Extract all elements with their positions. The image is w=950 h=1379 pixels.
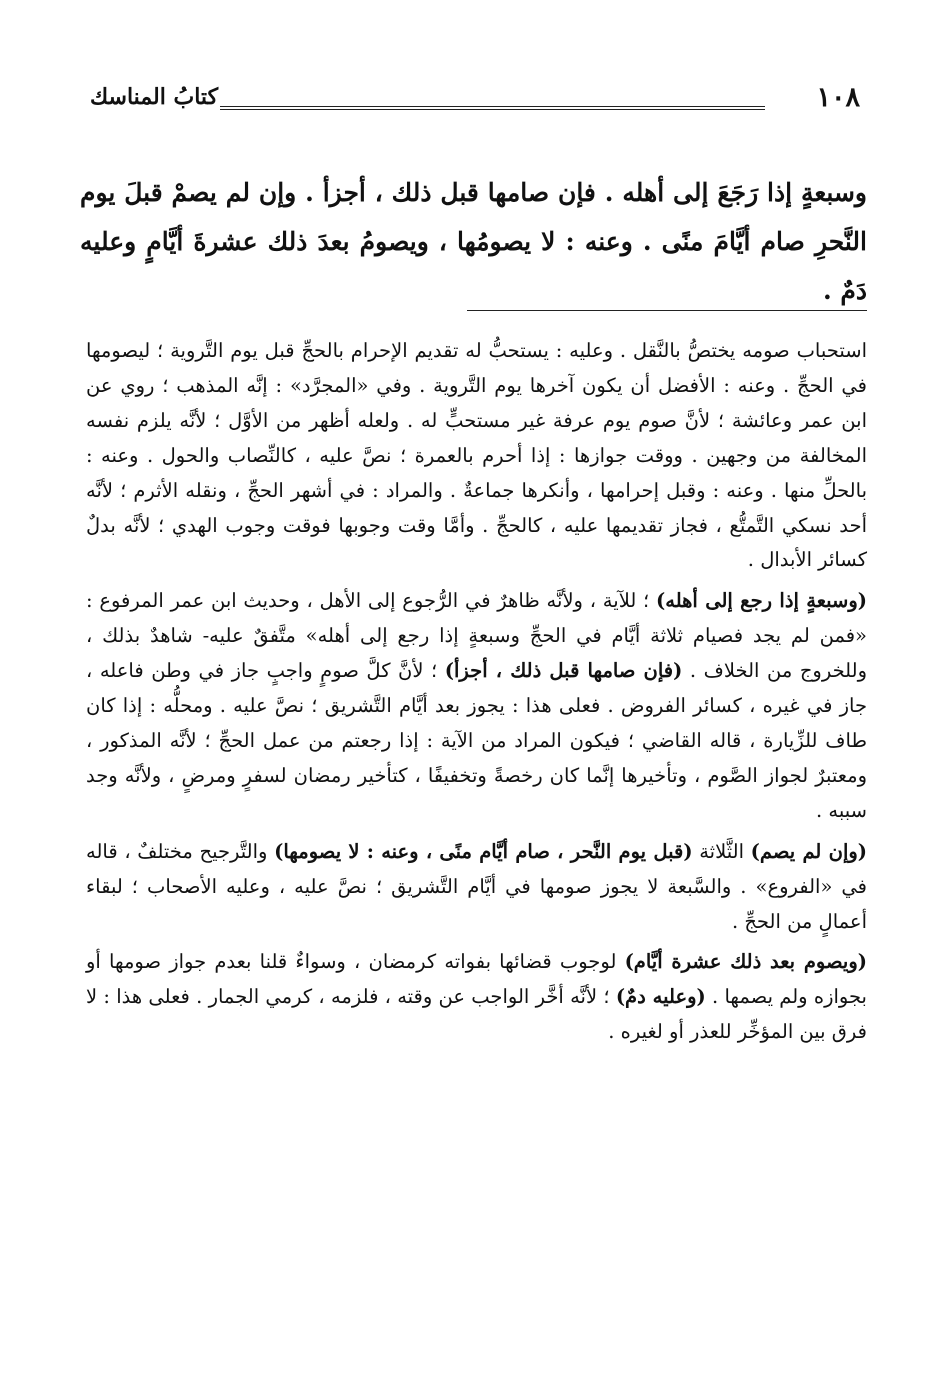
paragraph-2 bbox=[86, 584, 867, 828]
paragraph-text: ؛ للآية ، ولأنَّه ظاهرٌ في الرُّجوع إلى الأهل ، وحديث ابن عمر المرفوع : «فمن لم يجد فصيام ثلاثة أيَّام في الحجِّ وسبعةٍ إذا رجع إلى أهله» متَّفقٌ عليه- شاهدٌ بذلك ، وللخروج من الخلاف . bbox=[86, 589, 867, 683]
header-rule bbox=[220, 106, 765, 110]
paragraph-text: لوجوب قضائها بفواته كرمضان ، وسواءٌ قلنا بعدم جواز صومها أو بجوازه ولم يصمها . bbox=[86, 950, 867, 1009]
bold-quote: (وإن لم يصم) bbox=[750, 839, 867, 863]
paragraph-1: استحباب صومه يختصُّ بالنَّقل . وعليه : يستحبُّ له تقديم الإحرام بالحجِّ قبل يوم التَّروية ؛ ليصومها في الحجِّ . وعنه : الأفضل أن يكون آخرها يوم التَّروية . وفي «المجرَّد» : إنَّه المذهب ؛ روي عن ابن عمر وعائشة ؛ لأنَّ صوم يوم عرفة غير مستحبٍّ له . ولعله أظهر من الأوَّل ؛ لأنَّه يلزم نفسه المخالفة من وجهين . ووقت جوازها : إذا أحرم بالعمرة ؛ نصَّ عليه ، كالنِّصاب والحول . وعنه : بالحلِّ منها . وعنه : وقبل إحرامها ، وأنكرها جماعةٌ . والمراد : في أشهر الحجِّ ، ونقله الأثرم ؛ لأنَّه أحد نسكي التَّمتُّع ، فجاز تقديمها عليه ، كالحجِّ . وأمَّا وقت وجوبها فوقت وجوب الهدي ؛ لأنَّه بدلٌ كسائر الأبدال . bbox=[86, 339, 867, 572]
paragraph-4 bbox=[86, 945, 867, 1050]
page-number: ١٠٨ bbox=[816, 82, 860, 113]
commentary bbox=[86, 334, 867, 1056]
paragraph-text: والتَّرجيح مختلفٌ ، قاله في «الفروع» . والسَّبعة لا يجوز صومها في أيَّام التَّشريق ؛ نصَّ عليه ، وعليه الأصحاب ؛ لبقاء أعمالٍ من الحجِّ . bbox=[86, 839, 867, 933]
bold-quote: (وسبعةٍ إذا رجع إلى أهله) bbox=[656, 589, 868, 613]
paragraph-text: ؛ لأنَّه أخَّر الواجب عن وقته ، فلزمه ، كرمي الجمار . فعلى هذا : لا فرق بين المؤخِّر للعذر أو لغيره . bbox=[86, 985, 867, 1044]
bold-quote: (قبل يوم النَّحر ، صام أيَّام منًى ، وعنه : لا يصومها) bbox=[274, 839, 693, 863]
bold-quote: (فإن صامها قبل ذلك ، أجزأ) bbox=[444, 659, 683, 683]
paragraph-text: الثَّلاثة bbox=[692, 839, 751, 863]
paragraph-3 bbox=[86, 835, 867, 940]
footnote-separator bbox=[467, 310, 867, 311]
bold-quote: (ويصوم بعد ذلك عشرة أيَّام) bbox=[624, 950, 867, 974]
page-header bbox=[90, 80, 860, 120]
book-title: كتابُ المناسك bbox=[90, 84, 219, 110]
paragraph-text: ؛ لأنَّ كلَّ صومٍ واجبٍ جاز في وطن فاعله ، جاز في غيره ، كسائر الفروض . فعلى هذا : يجوز بعد أيَّام التَّشريق ؛ نصَّ عليه . ومحلُّه : إذا كان طاف للزِّيارة ، قاله القاضي ؛ فيكون المراد من الآية : إذا رجعتم من عمل الحجِّ ؛ لأنَّه المذكور ، ومعتبرٌ لجواز الصَّوم ، وتأخيرها إنَّما كان رخصةً وتخفيفًا ، كتأخير رمضان لسفرٍ ومرضٍ ، ولأنَّه وجد سببه . bbox=[86, 659, 867, 822]
matn-text: وسبعةٍ إذا رَجَعَ إلى أهله . فإن صامها قبل ذلك ، أجزأ . وإن لم يصمْ قبلَ يوم النَّحرِ صام أيَّامَ منًى . وعنه : لا يصومُها ، ويصومُ بعدَ ذلك عشرةَ أيَّامٍ وعليه دَمٌ . bbox=[80, 178, 867, 305]
bold-quote: (وعليه دمٌ) bbox=[615, 985, 706, 1009]
